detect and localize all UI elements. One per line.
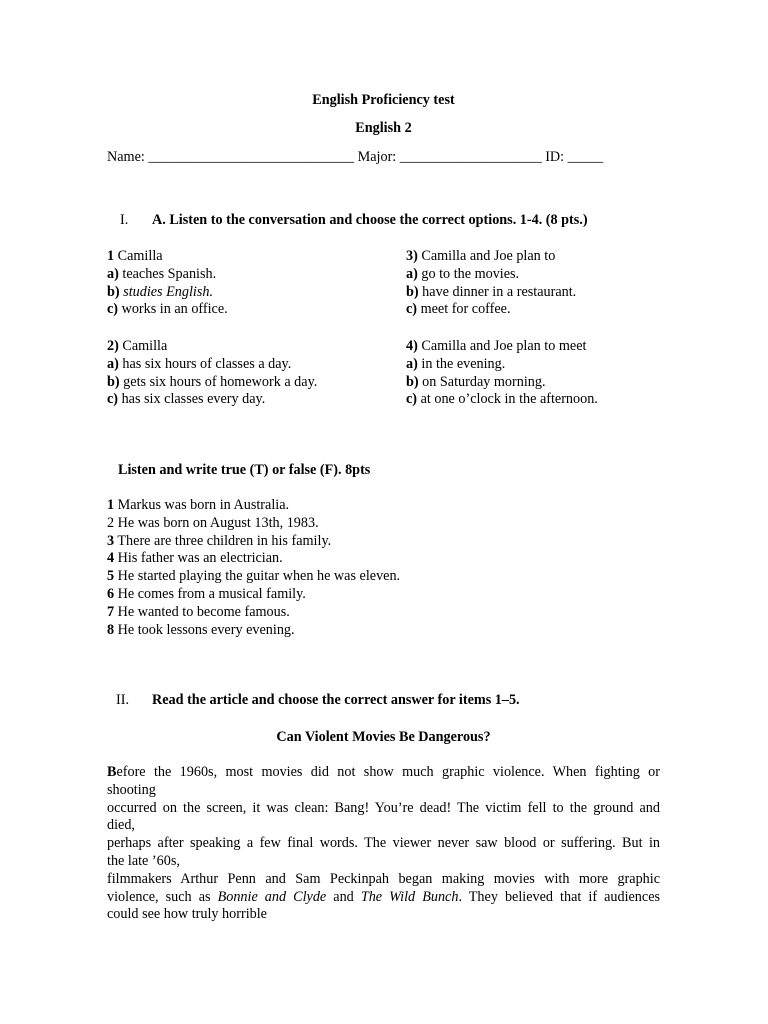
option-c: c) meet for coffee. bbox=[406, 301, 511, 318]
option-c: c) works in an office. bbox=[107, 301, 228, 318]
article-title: Can Violent Movies Be Dangerous? bbox=[276, 729, 491, 745]
article-line: filmmakers Arthur Penn and Sam Peckinpah began making movies with more graphic bbox=[107, 870, 660, 887]
option-a: a) in the evening. bbox=[406, 355, 506, 372]
section-1-heading: A. Listen to the conversation and choose the correct options. 1-4. (8 pts.) bbox=[152, 212, 588, 228]
question-3 bbox=[406, 248, 696, 319]
option-a: a) teaches Spanish. bbox=[107, 265, 217, 282]
article-line: shooting bbox=[107, 781, 156, 798]
option-c: c) at one o’clock in the afternoon. bbox=[406, 391, 598, 408]
document-title: English Proficiency test bbox=[312, 92, 455, 108]
article-line: violence, such as Bonnie and Clyde and The Wild Bunch. They believed that if audiences bbox=[107, 888, 661, 905]
option-a: a) go to the movies. bbox=[406, 265, 520, 282]
film-title: The Wild Bunch bbox=[360, 888, 459, 905]
true-false-list bbox=[107, 497, 400, 639]
list-item: 2 He was born on August 13th, 1983. bbox=[107, 514, 319, 531]
list-item: 7 He wanted to become famous. bbox=[107, 603, 290, 620]
true-false-heading: Listen and write true (T) or false (F). 8pts bbox=[118, 462, 371, 478]
article-line: Before the 1960s, most movies did not show much graphic violence. When fighting or bbox=[107, 764, 660, 780]
option-b: b) have dinner in a restaurant. bbox=[406, 283, 577, 300]
list-item: 4 His father was an electrician. bbox=[107, 550, 283, 567]
question-4 bbox=[406, 338, 696, 409]
drop-cap: B bbox=[107, 764, 117, 780]
question-number: 1 bbox=[107, 248, 115, 264]
question-1 bbox=[107, 248, 397, 319]
list-item: 3 There are three children in his family. bbox=[107, 532, 332, 549]
question-stem: Camilla bbox=[122, 338, 168, 354]
option-b: b) studies English. bbox=[107, 283, 214, 300]
question-number: 2) bbox=[107, 338, 119, 354]
article-line: the late ’60s, bbox=[107, 852, 180, 869]
article-line: could see how truly horrible bbox=[107, 906, 267, 923]
film-title: Bonnie and Clyde bbox=[217, 888, 327, 905]
section-1-numeral: I. bbox=[120, 212, 129, 228]
option-b: b) gets six hours of homework a day. bbox=[107, 373, 318, 390]
list-item: 5 He started playing the guitar when he was eleven. bbox=[107, 568, 401, 585]
student-info-line: Name: _____________________________ Major: ____________________ ID: _____ bbox=[107, 149, 604, 165]
list-item: 8 He took lessons every evening. bbox=[107, 621, 295, 638]
question-stem: Camilla bbox=[117, 248, 163, 264]
document-subtitle: English 2 bbox=[355, 120, 412, 136]
option-c: c) has six classes every day. bbox=[107, 391, 266, 408]
section-2-numeral: II. bbox=[116, 692, 129, 708]
option-b: b) on Saturday morning. bbox=[406, 373, 546, 390]
question-number: 3) bbox=[406, 248, 418, 264]
article-body bbox=[107, 764, 660, 924]
article-line: perhaps after speaking a few final words. The viewer never saw blood or suffering. But in bbox=[107, 835, 660, 852]
option-a: a) has six hours of classes a day. bbox=[107, 355, 292, 372]
list-item: 6 He comes from a musical family. bbox=[107, 585, 306, 602]
article-line: occurred on the screen, it was clean: Bang! You’re dead! The victim fell to the ground and bbox=[107, 799, 660, 816]
list-item: 1 Markus was born in Australia. bbox=[107, 497, 290, 513]
question-2 bbox=[107, 338, 397, 409]
question-number: 4) bbox=[406, 338, 418, 354]
article-line: died, bbox=[107, 817, 135, 834]
question-stem: Camilla and Joe plan to meet bbox=[421, 338, 587, 354]
section-2-heading: Read the article and choose the correct answer for items 1–5. bbox=[152, 692, 520, 708]
question-stem: Camilla and Joe plan to bbox=[421, 248, 556, 264]
